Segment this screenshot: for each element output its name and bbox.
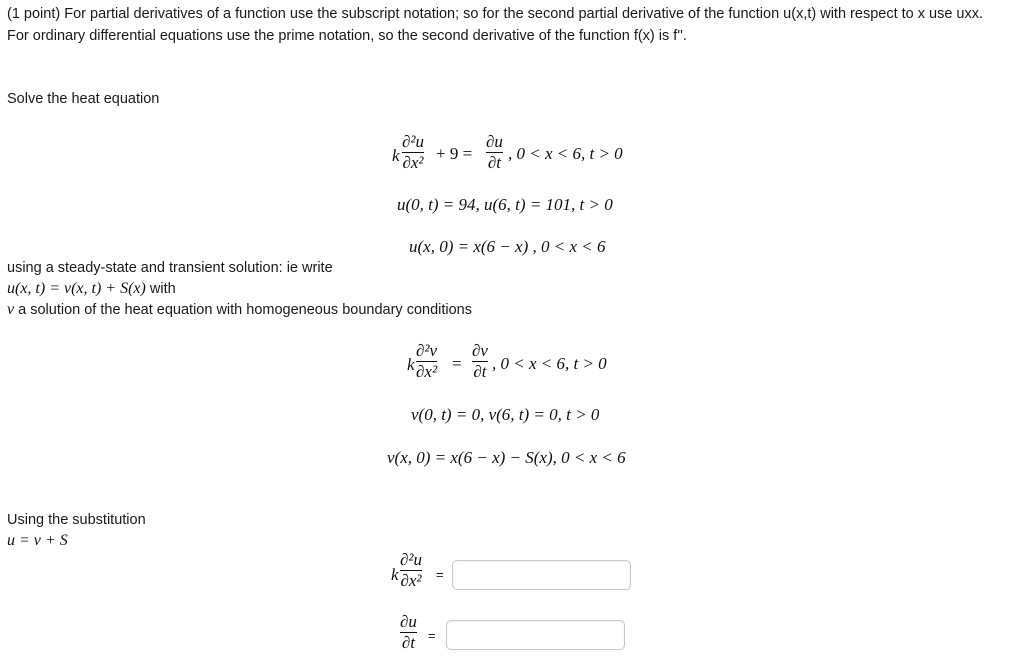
v-symbol: v <box>7 301 15 318</box>
answer1-denominator: ∂x² <box>400 571 422 590</box>
v-pde-numerator: ∂²v <box>416 341 438 360</box>
substitution-label: Using the substitution <box>7 512 146 528</box>
v-pde-denominator: ∂x² <box>416 362 438 381</box>
instruction-line-1: (1 point) For partial derivatives of a function use the subscript notation; so for the second partial derivative of the function u(x,t) with respect to x use uxx. <box>7 6 984 22</box>
answer2-numerator: ∂u <box>400 612 417 631</box>
initial-condition: u(x, 0) = x(6 − x) , 0 < x < 6 <box>409 237 606 256</box>
decomposition-math: u(x, t) = v(x, t) + S(x) <box>7 280 146 297</box>
v-pde-time-denominator: ∂t <box>473 362 487 381</box>
substitution-math: u = v + S <box>7 532 68 549</box>
pde-coefficient: k <box>392 146 400 165</box>
answer1-numerator: ∂²u <box>400 550 422 569</box>
v-pde-time-numerator: ∂v <box>472 341 488 360</box>
pde-second-derivative <box>402 133 424 172</box>
answer2-derivative <box>400 613 417 652</box>
answer2-equals: = <box>428 628 436 643</box>
answer1-coefficient: k <box>391 565 399 584</box>
v-pde-second-derivative <box>416 342 437 381</box>
pde-numerator: ∂²u <box>402 132 424 151</box>
pde-plus-nine: + 9 = <box>436 144 473 163</box>
answer2-denominator: ∂t <box>401 633 416 652</box>
v-initial-condition: v(x, 0) = x(6 − x) − S(x), 0 < x < 6 <box>387 448 626 467</box>
answer1-equals: = <box>436 567 444 582</box>
answer-input-2[interactable] <box>446 620 625 650</box>
v-pde-time-derivative <box>472 342 488 381</box>
pde-denominator: ∂x² <box>402 153 424 172</box>
v-boundary-conditions: v(0, t) = 0, v(6, t) = 0, t > 0 <box>411 405 600 424</box>
answer-input-1[interactable] <box>452 560 631 590</box>
problem-prompt: Solve the heat equation <box>7 91 160 107</box>
boundary-conditions: u(0, t) = 94, u(6, t) = 101, t > 0 <box>397 195 613 214</box>
method-line-3-text: a solution of the heat equation with homogeneous boundary conditions <box>14 302 472 318</box>
pde-time-derivative <box>486 133 503 172</box>
pde-time-denominator: ∂t <box>487 153 502 172</box>
method-decomposition <box>7 280 176 298</box>
pde-domain: , 0 < x < 6, t > 0 <box>508 144 623 163</box>
pde-time-numerator: ∂u <box>486 132 503 151</box>
decomposition-with: with <box>145 281 176 297</box>
instruction-line-2: For ordinary differential equations use the prime notation, so the second derivative of the function f(x) is f''. <box>7 28 687 44</box>
answer1-derivative <box>400 551 422 590</box>
v-pde-coefficient: k <box>407 355 415 374</box>
method-line-1: using a steady-state and transient solution: ie write <box>7 260 333 276</box>
v-pde-equals: = <box>452 354 462 373</box>
method-line-3 <box>7 301 472 319</box>
v-pde-domain: , 0 < x < 6, t > 0 <box>492 354 607 373</box>
